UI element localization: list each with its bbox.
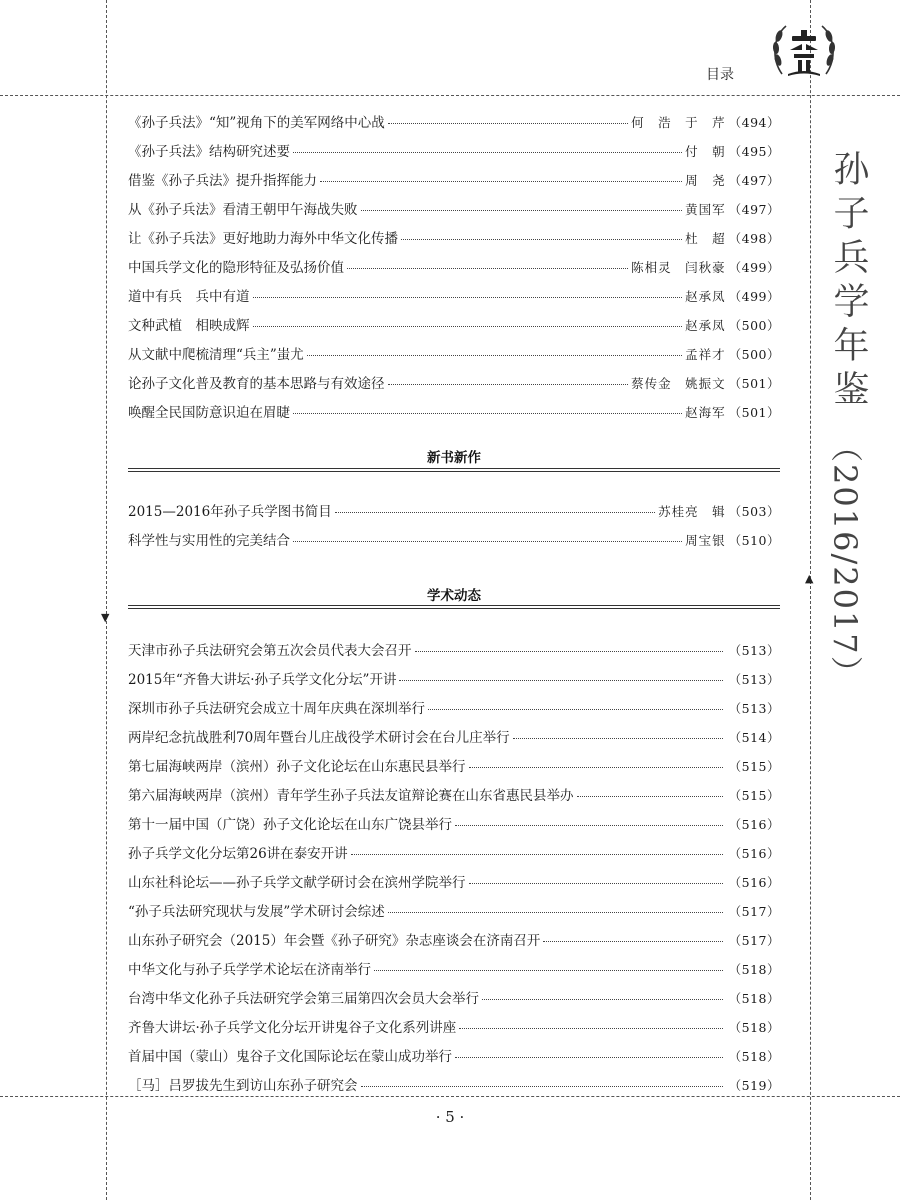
toc-entry-title: 论孙子文化普及教育的基本思路与有效途径 [128,376,385,392]
toc-leader-dots [361,1085,723,1087]
toc-entry-author: 孟祥才 [685,347,726,362]
toc-leader-dots [307,354,682,356]
toc-entry-author: 赵承凤 [685,289,726,304]
toc-entry [128,526,780,555]
toc-leader-dots [543,940,722,942]
toc-entry [128,137,780,166]
toc-entry-page: （510） [728,533,780,548]
toc-entry-page: （516） [728,846,780,861]
toc-entry-title: 齐鲁大讲坛·孙子兵学文化分坛开讲鬼谷子文化系列讲座 [128,1020,457,1036]
section-rule [128,471,780,472]
toc-entry-title: 让《孙子兵法》更好地助力海外中华文化传播 [128,231,398,247]
toc-entry-title: 深圳市孙子兵法研究会成立十周年庆典在深圳举行 [128,701,425,717]
toc-entry [128,868,780,897]
toc-block-new-books [128,497,780,555]
section-heading-academic-news: 学术动态 [427,588,481,604]
toc-entry-author: 蔡传金 姚振文 [631,376,726,391]
toc-entry-title: 借鉴《孙子兵法》提升指挥能力 [128,173,317,189]
toc-leader-dots [347,267,628,269]
toc-entry [128,752,780,781]
toc-leader-dots [293,540,682,542]
toc-entry-title: 《孙子兵法》“知”视角下的美军网络中心战 [128,115,385,131]
toc-entry-title: 文种武植 相映成辉 [128,318,250,334]
toc-entry-author: 周 尧 [685,173,726,188]
toc-entry [128,839,780,868]
toc-leader-dots [428,708,723,710]
toc-leader-dots [577,795,723,797]
toc-leader-dots [388,911,723,913]
toc-entry [128,282,780,311]
toc-leader-dots [415,650,723,652]
toc-entry-title: 第七届海峡两岸（滨州）孙子文化论坛在山东惠民县举行 [128,759,466,775]
toc-entry-author: 杜 超 [685,231,726,246]
section-heading-new-books: 新书新作 [427,450,481,466]
toc-leader-dots [401,238,682,240]
toc-entry-author: 赵承凤 [685,318,726,333]
toc-entry [128,1071,780,1100]
toc-leader-dots [455,824,723,826]
toc-entry-page: （517） [728,933,780,948]
toc-entry-title: 第六届海峡两岸（滨州）青年学生孙子兵法友谊辩论赛在山东省惠民县举办 [128,788,574,804]
toc-entry [128,897,780,926]
toc-entry-page: （514） [728,730,780,745]
toc-leader-dots [293,412,682,414]
crop-guide-top [0,95,900,96]
toc-entry-title: 山东孙子研究会（2015）年会暨《孙子研究》杂志座谈会在济南召开 [128,933,541,949]
toc-leader-dots [351,853,723,855]
toc-entry-author: 周宝银 [685,533,726,548]
toc-entry [128,1042,780,1071]
toc-entry [128,398,780,427]
toc-entry-author: 苏桂亮 辑 [658,504,726,519]
toc-entry-title: “孙子兵法研究现状与发展”学术研讨会综述 [128,904,385,920]
book-title-vertical: 孙子兵学年鉴 [828,150,869,414]
toc-leader-dots [335,511,655,513]
toc-entry-page: （518） [728,991,780,1006]
toc-entry-title: 中国兵学文化的隐形特征及弘扬价值 [128,260,344,276]
toc-entry-page: （513） [728,701,780,716]
toc-entry [128,694,780,723]
toc-entry-page: （518） [728,1020,780,1035]
toc-entry [128,810,780,839]
toc-entry [128,497,780,526]
toc-entry-page: （497） [728,173,780,188]
guide-arrow-down-icon: ▼ [101,611,110,624]
toc-leader-dots [361,209,683,211]
toc-entry-title: 中华文化与孙子兵学学术论坛在济南举行 [128,962,371,978]
toc-entry [128,340,780,369]
crop-guide-right [810,0,811,1200]
section-rule [128,468,780,469]
toc-leader-dots [374,969,723,971]
guide-arrow-up-icon: ▲ [805,572,814,585]
toc-entry [128,955,780,984]
toc-entry-page: （519） [728,1078,780,1093]
toc-entry-page: （515） [728,788,780,803]
toc-entry-page: （495） [728,144,780,159]
toc-entry-page: （518） [728,962,780,977]
toc-entry-page: （516） [728,817,780,832]
toc-entry-title: 从文献中爬梳清理“兵主”蚩尤 [128,347,304,363]
toc-leader-dots [469,766,723,768]
toc-leader-dots [388,383,629,385]
toc-entry [128,195,780,224]
toc-entry-page: （500） [728,318,780,333]
toc-entry-page: （517） [728,904,780,919]
toc-leader-dots [253,325,683,327]
toc-leader-dots [482,998,723,1000]
toc-entry [128,253,780,282]
toc-entry-page: （501） [728,376,780,391]
toc-entry-page: （518） [728,1049,780,1064]
toc-entry-page: （513） [728,672,780,687]
toc-entry-page: （503） [728,504,780,519]
toc-block-academic-news [128,636,780,1100]
section-rule [128,605,780,606]
toc-entry-title: 首届中国（蒙山）鬼谷子文化国际论坛在蒙山成功举行 [128,1049,452,1065]
toc-entry [128,108,780,137]
toc-entry-title: 道中有兵 兵中有道 [128,289,250,305]
toc-leader-dots [253,296,683,298]
yearbook-emblem-icon [768,14,840,86]
toc-entry [128,926,780,955]
toc-entry [128,369,780,398]
toc-entry-title: 从《孙子兵法》看清王朝甲午海战失败 [128,202,358,218]
toc-leader-dots [513,737,723,739]
toc-entry [128,311,780,340]
toc-entry-title: 2015年“齐鲁大讲坛·孙子兵学文化分坛”开讲 [128,672,397,688]
toc-entry-title: 天津市孙子兵法研究会第五次会员代表大会召开 [128,643,412,659]
toc-entry [128,166,780,195]
toc-entry-page: （499） [728,289,780,304]
toc-entry-page: （497） [728,202,780,217]
toc-entry-title: 科学性与实用性的完美结合 [128,533,290,549]
toc-entry-title: ［马］吕罗拔先生到访山东孙子研究会 [128,1078,358,1094]
toc-leader-dots [459,1027,722,1029]
toc-entry-page: （499） [728,260,780,275]
toc-leader-dots [388,122,628,124]
toc-leader-dots [320,180,682,182]
toc-entry [128,665,780,694]
crop-guide-left [106,0,107,1200]
toc-entry [128,636,780,665]
toc-entry-title: 两岸纪念抗战胜利70周年暨台儿庄战役学术研讨会在台儿庄举行 [128,730,510,746]
toc-leader-dots [469,882,723,884]
toc-entry [128,224,780,253]
toc-entry-page: （500） [728,347,780,362]
toc-leader-dots [399,679,722,681]
toc-entry-author: 赵海军 [685,405,726,420]
toc-entry-page: （494） [728,115,780,130]
toc-entry-author: 黄国军 [685,202,726,217]
toc-entry-page: （501） [728,405,780,420]
toc-entry-author: 陈相灵 闫秋豪 [631,260,726,275]
toc-entry-page: （498） [728,231,780,246]
toc-entry-page: （513） [728,643,780,658]
header-label: 目录 [706,67,734,83]
book-year-vertical: （2016/2017） [826,430,864,690]
toc-entry [128,1013,780,1042]
toc-entry-author: 何 浩 于 芹 [631,115,726,130]
toc-entry-title: 第十一届中国（广饶）孙子文化论坛在山东广饶县举行 [128,817,452,833]
toc-entry-title: 唤醒全民国防意识迫在眉睫 [128,405,290,421]
toc-entry [128,984,780,1013]
toc-entry [128,723,780,752]
toc-entry-author: 付 朝 [685,144,726,159]
toc-leader-dots [293,151,682,153]
toc-entry-title: 山东社科论坛——孙子兵学文献学研讨会在滨州学院举行 [128,875,466,891]
toc-entry [128,781,780,810]
toc-entry-page: （516） [728,875,780,890]
toc-entry-title: 《孙子兵法》结构研究述要 [128,144,290,160]
toc-leader-dots [455,1056,723,1058]
toc-entry-title: 2015—2016年孙子兵学图书简目 [128,504,332,520]
page-number: · 5 · [435,1108,465,1126]
toc-entry-title: 台湾中华文化孙子兵法研究学会第三届第四次会员大会举行 [128,991,479,1007]
toc-entry-page: （515） [728,759,780,774]
toc-entry-title: 孙子兵学文化分坛第26讲在泰安开讲 [128,846,348,862]
toc-block-articles [128,108,780,427]
section-rule [128,608,780,609]
